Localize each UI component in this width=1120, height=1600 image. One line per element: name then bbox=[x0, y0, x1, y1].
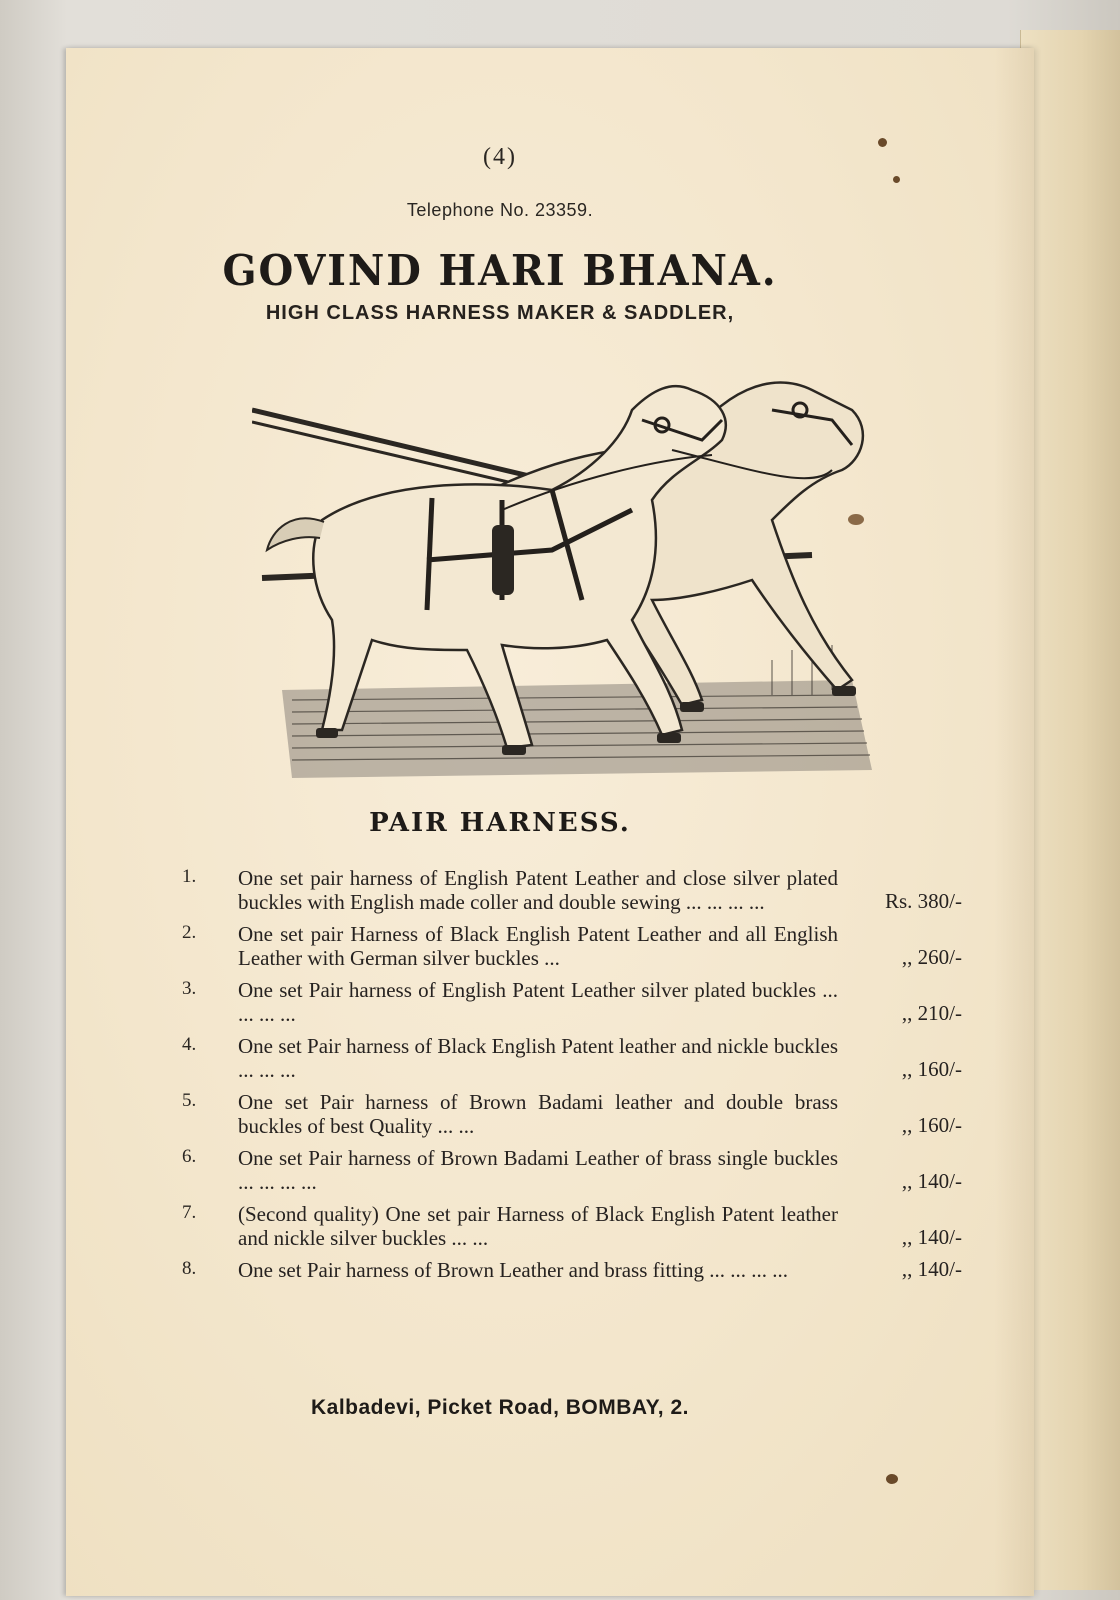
paper-stain bbox=[893, 176, 900, 183]
list-item bbox=[182, 978, 962, 1026]
list-item bbox=[182, 1090, 962, 1138]
item-price: ,, 210/- bbox=[901, 1001, 962, 1025]
paper-stain bbox=[878, 138, 887, 147]
item-description: One set Pair harness of Black English Patent leather and nickle buckles ... ... ... bbox=[238, 1034, 838, 1082]
firm-name: GOVIND HARI BHANA. bbox=[222, 246, 778, 295]
list-item bbox=[182, 922, 962, 970]
item-number: 2. bbox=[182, 922, 197, 943]
item-number: 5. bbox=[182, 1090, 197, 1111]
item-number: 7. bbox=[182, 1202, 197, 1223]
list-item bbox=[182, 866, 962, 914]
page-number: (4) bbox=[483, 144, 517, 170]
item-number: 8. bbox=[182, 1258, 197, 1279]
list-item bbox=[182, 1202, 962, 1250]
list-item bbox=[182, 1146, 962, 1194]
item-description: One set Pair harness of Brown Leather and brass fitting ... ... ... ... bbox=[238, 1258, 788, 1282]
item-price: Rs. 380/- bbox=[884, 889, 962, 913]
page-fold-shadow bbox=[994, 48, 1034, 1596]
catalogue-page bbox=[66, 48, 1034, 1596]
telephone-number: Telephone No. 23359. bbox=[406, 200, 594, 220]
horse-pair-harness-engraving-icon bbox=[252, 350, 900, 780]
paper-stain bbox=[886, 1474, 898, 1484]
paper-stain bbox=[848, 514, 864, 525]
item-description: (Second quality) One set pair Harness of Black English Patent leather and nickle silver buckles ... ... bbox=[238, 1202, 838, 1250]
item-price: ,, 140/- bbox=[901, 1225, 962, 1249]
item-description: One set Pair harness of English Patent Leather silver plated buckles ... ... ... ... bbox=[238, 978, 838, 1026]
item-number: 4. bbox=[182, 1034, 197, 1055]
firm-address: Kalbadevi, Picket Road, BOMBAY, 2. bbox=[310, 1396, 689, 1419]
firm-subtitle: HIGH CLASS HARNESS MAKER & SADDLER, bbox=[265, 302, 735, 324]
item-description: One set Pair harness of Brown Badami leather and double brass buckles of best Quality ... ... bbox=[238, 1090, 838, 1138]
item-description: One set pair harness of English Patent Leather and close silver plated buckles with English made coller and double sewing ... ... ... ... bbox=[238, 866, 838, 914]
list-item bbox=[182, 1258, 962, 1282]
facing-page-edge bbox=[1020, 30, 1120, 1590]
section-title: PAIR HARNESS. bbox=[369, 808, 631, 838]
item-price: ,, 140/- bbox=[901, 1169, 962, 1193]
item-number: 3. bbox=[182, 978, 197, 999]
item-price: ,, 160/- bbox=[901, 1113, 962, 1137]
item-price: ,, 260/- bbox=[901, 945, 962, 969]
item-price: ,, 140/- bbox=[901, 1257, 962, 1281]
item-number: 6. bbox=[182, 1146, 197, 1167]
item-description: One set Pair harness of Brown Badami Leather of brass single buckles ... ... ... ... bbox=[238, 1146, 838, 1194]
item-number: 1. bbox=[182, 866, 197, 887]
item-description: One set pair Harness of Black English Patent Leather and all English Leather with German silver buckles ... bbox=[238, 922, 838, 970]
item-price: ,, 160/- bbox=[901, 1057, 962, 1081]
list-item bbox=[182, 1034, 962, 1082]
price-list bbox=[182, 866, 962, 1290]
